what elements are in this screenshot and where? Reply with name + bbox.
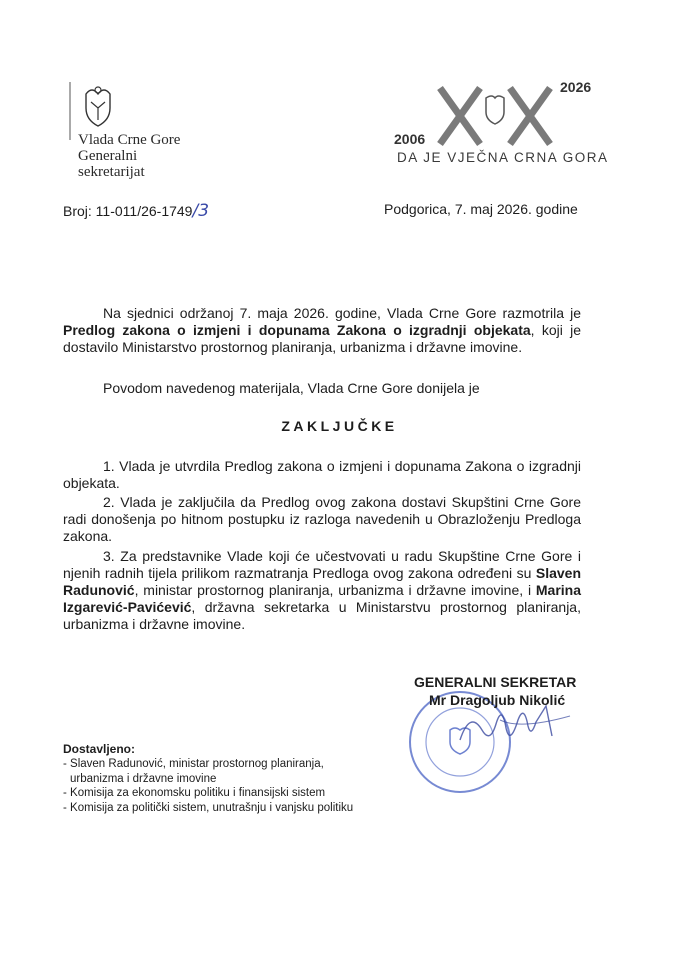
conclusion-3-a: 3. Za predstavnike Vlade koji će učestvovati u radu Skupštine Crne Gore i njenih radnih tijela prilikom razmatranja Predloga ovog zakona određeni su (63, 548, 581, 581)
dateline: Podgorica, 7. maj 2026. godine (384, 201, 578, 217)
institution-line: sekretarijat (78, 164, 145, 180)
distribution-item: - Slaven Radunović, ministar prostornog planiranja, urbanizma i državne imovine (63, 757, 325, 786)
conclusion-2-text: 2. Vlada je zaključila da Predlog ovog zakona dostavi Skupštini Crne Gore radi donošenja po hitnom postupku iz razloga navedenih u Obrazloženju Predloga zakona. (63, 494, 581, 544)
p1-rest: , koji je dostavilo Ministarstvo prostornog planiranja, urbanizma i državne imovine. (63, 322, 581, 355)
signatory-name: Mr Dragoljub Nikolić (429, 692, 566, 708)
conclusion-1-text: 1. Vlada je utvrdila Predlog zakona o izmjeni i dopunama Zakona o izgradnji objekata. (63, 458, 581, 491)
p1-intro: Na sjednici održanoj 7. maja 2026. godine, Vlada Crne Gore razmotrila je (103, 305, 581, 321)
handwritten-suffix: /3 (192, 201, 210, 221)
distribution-list (63, 757, 353, 815)
logo-year-start: 2006 (394, 131, 426, 147)
conclusions-heading: ZAKLJUČKE (281, 418, 398, 434)
signatory-title: GENERALNI SEKRETAR (414, 674, 577, 690)
representative-2: Marina Izgarević-Pavićević (63, 582, 581, 615)
conclusion-3-c: , državna sekretarka u Ministarstvu prostornog planiranja, urbanizma i državne imovine. (63, 599, 581, 632)
reference-number (63, 201, 209, 221)
conclusion-2 (63, 494, 581, 545)
p2-text: Povodom navedenog materijala, Vlada Crne Gore donijela je (103, 380, 480, 396)
representative-1: Slaven Radunović (63, 565, 581, 598)
institution-line: Generalni (78, 148, 138, 164)
conclusion-3-b: , ministar prostornog planiranja, urbanizma i državne imovine, i (134, 582, 536, 598)
institution-name (78, 132, 180, 180)
p1-law-title: Predlog zakona o izmjeni i dopunama Zakona o izgradnji objekata (63, 322, 531, 338)
conclusion-3 (63, 548, 581, 633)
conclusion-1 (63, 458, 581, 492)
reference-number-text: Broj: 11-011/26-1749 (63, 203, 193, 219)
logo-tagline: DA JE VJEČNA CRNA GORA (397, 150, 609, 165)
distribution-item: - Komisija za politički sistem, unutrašnju i vanjsku politiku (63, 801, 353, 816)
handwritten-signature (440, 700, 590, 760)
paragraph-intro (63, 305, 581, 356)
distribution-item: - Komisija za ekonomsku politiku i finansijski sistem (63, 786, 353, 801)
distribution-title: Dostavljeno: (63, 742, 136, 756)
logo-year-end: 2026 (560, 79, 592, 95)
institution-line: Vlada Crne Gore (78, 132, 181, 148)
paragraph-decision (63, 380, 581, 397)
